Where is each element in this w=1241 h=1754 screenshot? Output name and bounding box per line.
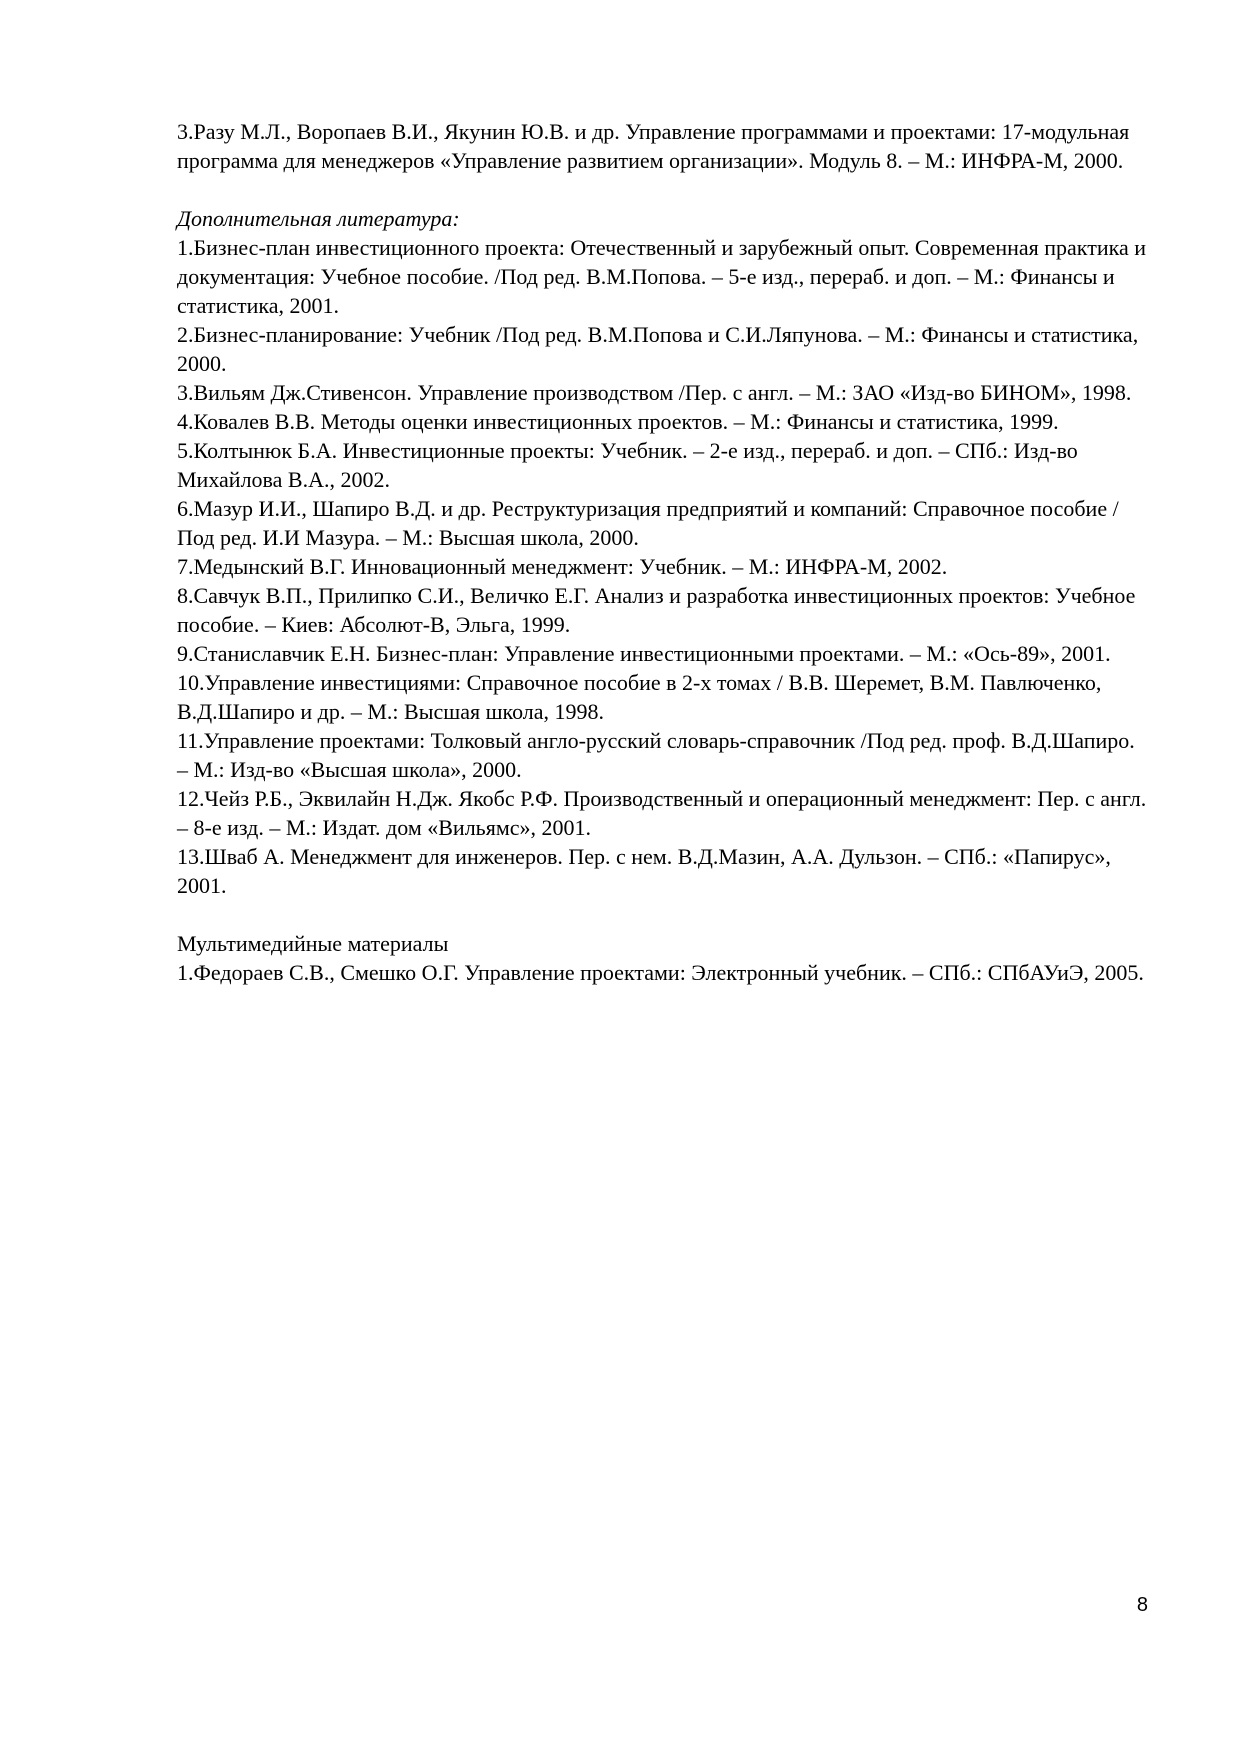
additional-literature-item-6: 6.Мазур И.И., Шапиро В.Д. и др. Реструктуризация предприятий и компаний: Справочное пособие /Под ред. И.И Мазура. – М.: Высшая школа, 2000. bbox=[177, 496, 1119, 550]
additional-literature-item-11: 11.Управление проектами: Толковый англо-русский словарь-справочник /Под ред. проф. В.Д.Шапиро. – М.: Изд-во «Высшая школа», 2000. bbox=[177, 728, 1135, 782]
additional-literature-heading: Дополнительная литература: bbox=[177, 206, 460, 231]
section-spacer bbox=[177, 175, 1147, 204]
additional-literature-item-5: 5.Колтынюк Б.А. Инвестиционные проекты: Учебник. – 2-е изд., перераб. и доп. – СПб.: Изд-во Михайлова В.А., 2002. bbox=[177, 438, 1078, 492]
additional-literature-item-12: 12.Чейз Р.Б., Эквилайн Н.Дж. Якобс Р.Ф. Производственный и операционный менеджмент: Пер. с англ. – 8-е изд. – М.: Издат. дом «Вильямс», 2001. bbox=[177, 786, 1147, 840]
additional-literature-item-4: 4.Ковалев В.В. Методы оценки инвестиционных проектов. – М.: Финансы и статистика, 1999. bbox=[177, 409, 1059, 434]
additional-literature-item-13: 13.Шваб А. Менеджмент для инженеров. Пер. с нем. В.Д.Мазин, А.А. Дульзон. – СПб.: «Папирус», 2001. bbox=[177, 844, 1111, 898]
additional-literature-item-7: 7.Медынский В.Г. Инновационный менеджмент: Учебник. – М.: ИНФРА-М, 2002. bbox=[177, 554, 948, 579]
additional-literature-item-8: 8.Савчук В.П., Прилипко С.И., Величко Е.Г. Анализ и разработка инвестиционных проектов: Учебное пособие. – Киев: Абсолют-В, Эльга, 1999. bbox=[177, 583, 1136, 637]
additional-literature-item-2: 2.Бизнес-планирование: Учебник /Под ред. В.М.Попова и С.И.Ляпунова. – М.: Финансы и статистика, 2000. bbox=[177, 322, 1139, 376]
literature-entry-continued-3: 3.Разу М.Л., Воропаев В.И., Якунин Ю.В. и др. Управление программами и проектами: 17-модульная программа для менеджеров «Управление развитием организации». Модуль 8. – М.: ИНФРА-М, 2000. bbox=[177, 119, 1130, 173]
multimedia-item-1: 1.Федораев С.В., Смешко О.Г. Управление проектами: Электронный учебник. – СПб.: СПбАУиЭ, 2005. bbox=[177, 960, 1144, 985]
additional-literature-item-10: 10.Управление инвестициями: Справочное пособие в 2-х томах / В.В. Шеремет, В.М. Павлюченко, В.Д.Шапиро и др. – М.: Высшая школа, 1998. bbox=[177, 670, 1102, 724]
section-spacer bbox=[177, 900, 1147, 929]
page-number: 8 bbox=[1136, 1594, 1148, 1616]
multimedia-heading: Мультимедийные материалы bbox=[177, 931, 449, 956]
additional-literature-item-3: 3.Вильям Дж.Стивенсон. Управление производством /Пер. с англ. – М.: ЗАО «Изд-во БИНОМ», 1998. bbox=[177, 380, 1132, 405]
page-content bbox=[177, 117, 1147, 987]
additional-literature-item-9: 9.Станиславчик Е.Н. Бизнес-план: Управление инвестиционными проектами. – М.: «Ось-89», 2001. bbox=[177, 641, 1111, 666]
additional-literature-item-1: 1.Бизнес-план инвестиционного проекта: Отечественный и зарубежный опыт. Современная практика и документация: Учебное пособие. /Под ред. В.М.Попова. – 5-е изд., перераб. и доп. – М.: Финансы и статистика, 2001. bbox=[177, 235, 1146, 318]
